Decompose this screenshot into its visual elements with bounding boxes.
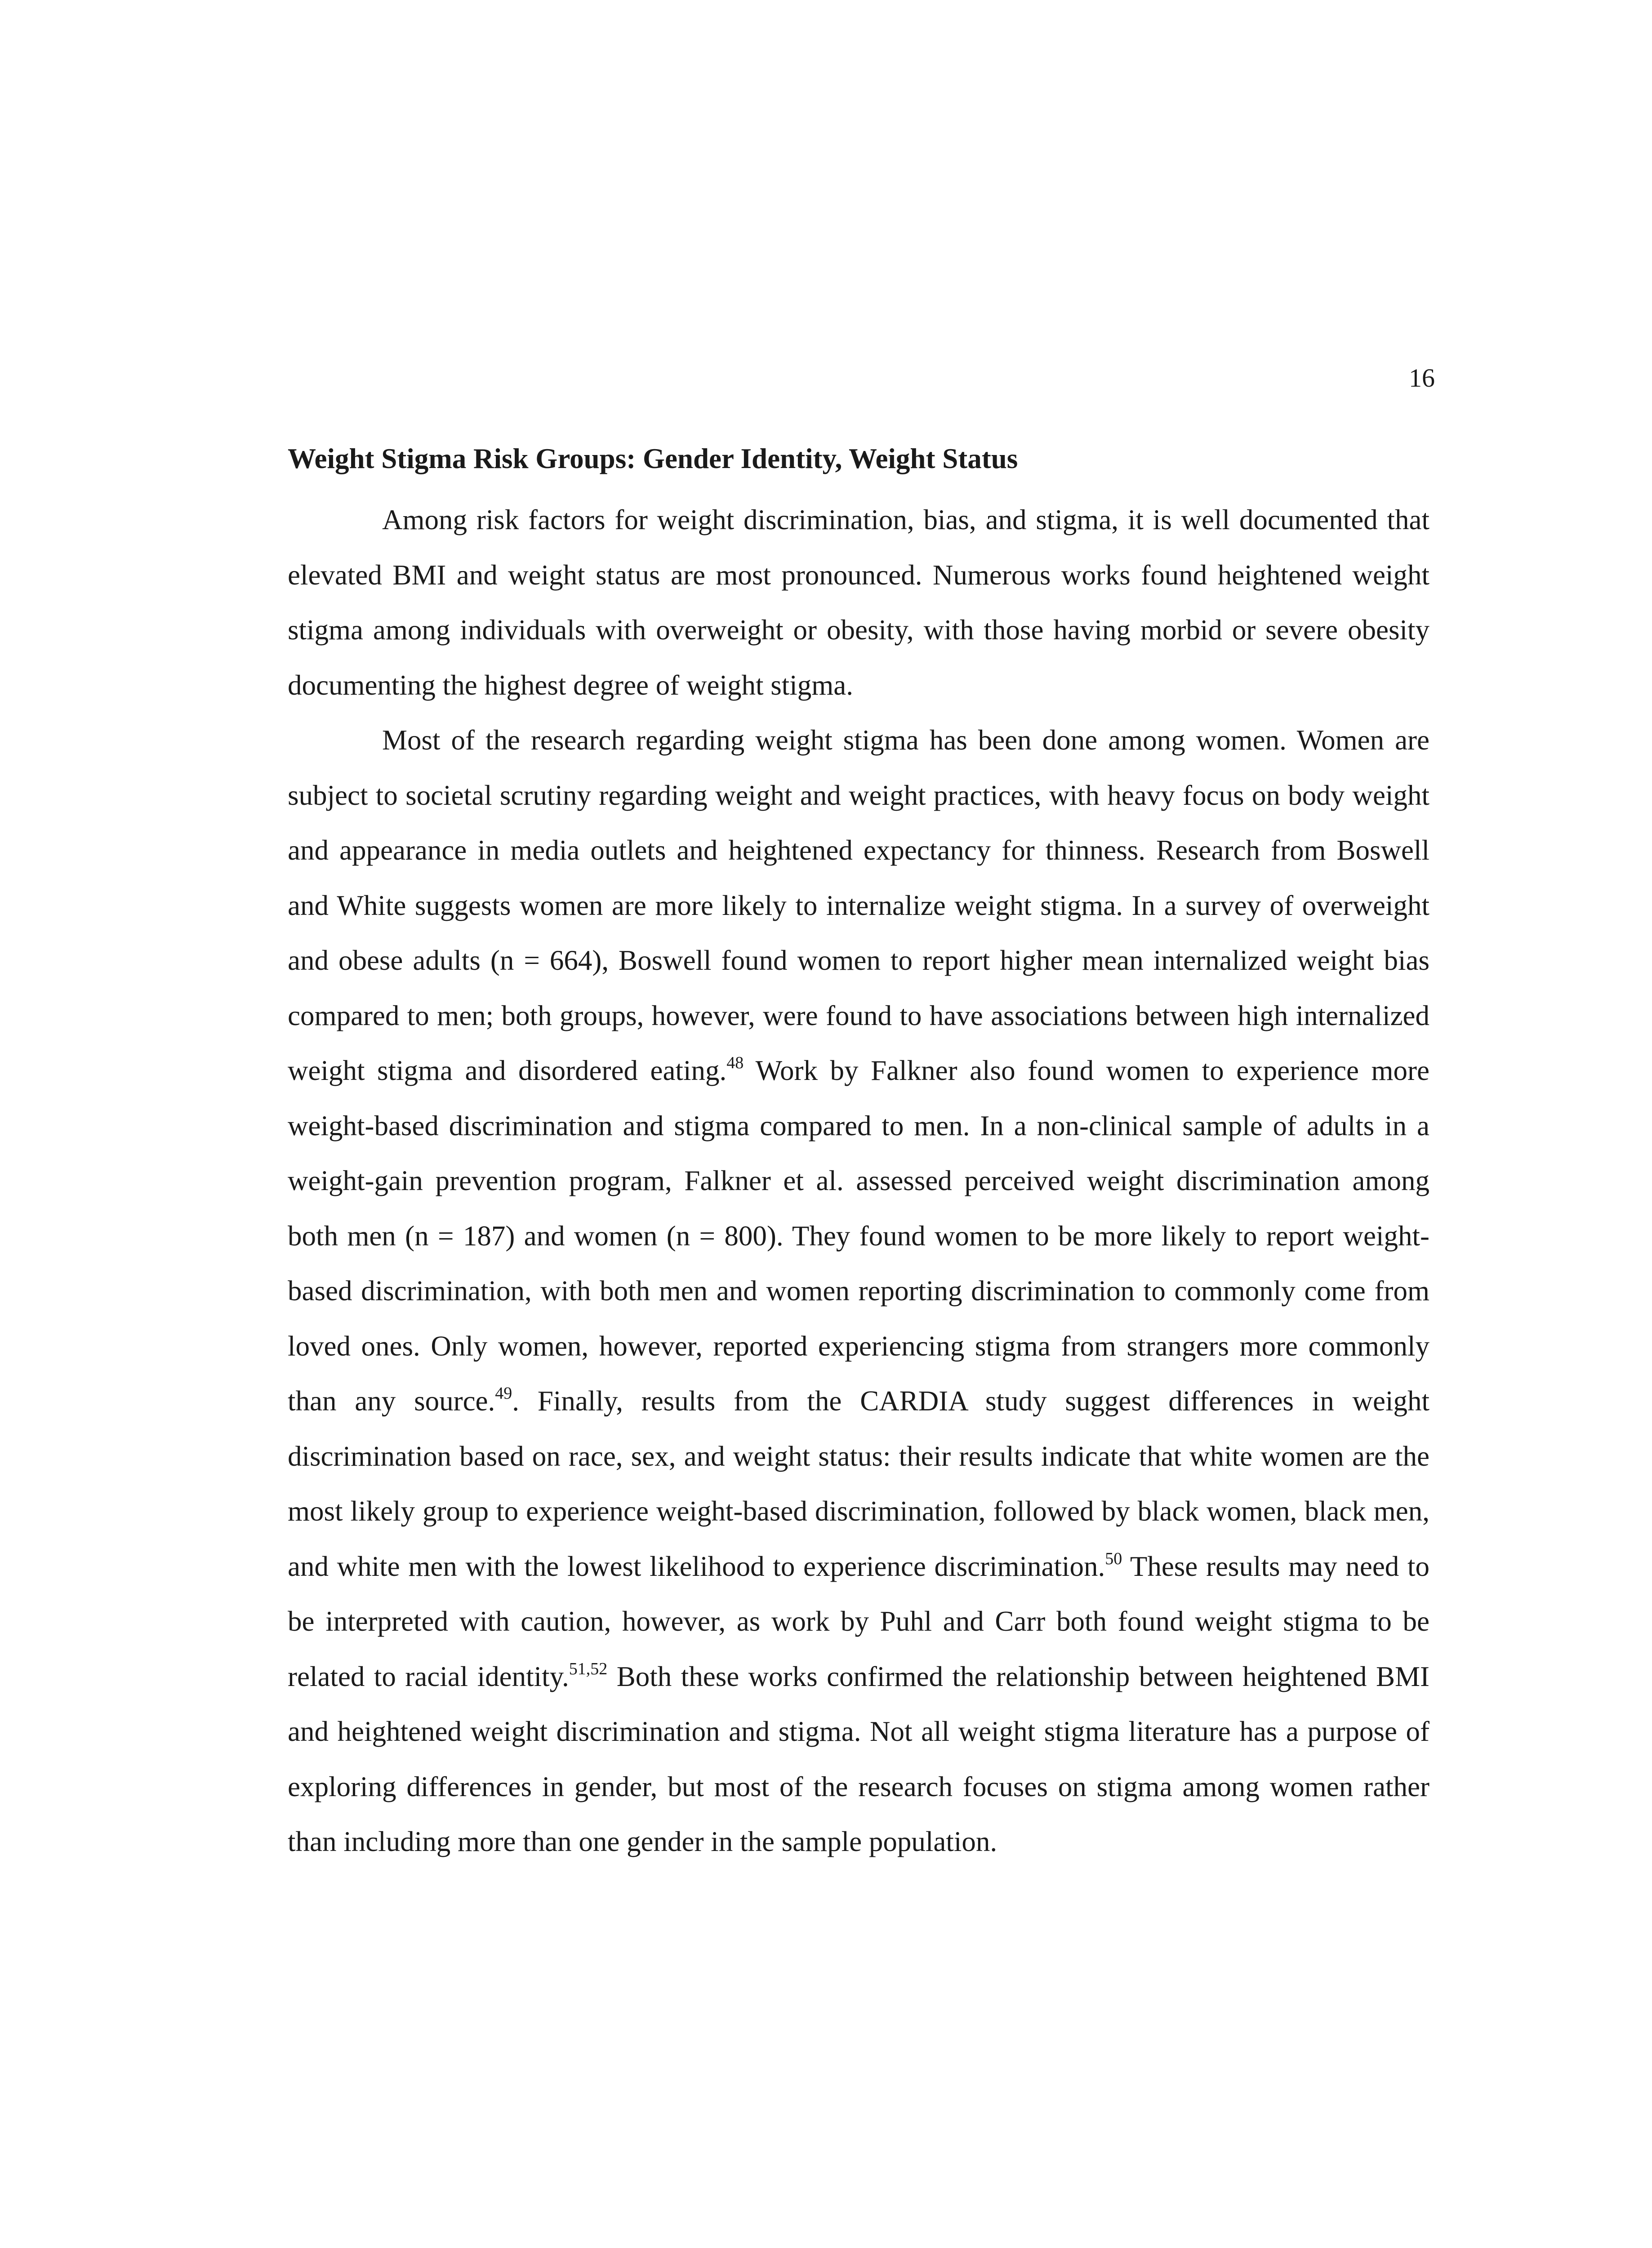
page-number: 16 <box>1409 363 1435 393</box>
citation-reference: 49 <box>495 1384 512 1403</box>
paragraph-text: Both these works confirmed the relationship between heightened BMI and heightened weight discrimination and stigma. Not all weight stigma literature has a purpose of exploring differences in gender, but most of the research focuses on stigma among women rather than including more than one gender in the sample population. <box>288 1660 1429 1857</box>
section-heading: Weight Stigma Risk Groups: Gender Identity, Weight Status <box>288 443 1018 474</box>
citation-reference: 48 <box>726 1053 744 1072</box>
paragraph-risk-factors: Among risk factors for weight discrimination, bias, and stigma, it is well documented that elevated BMI and weight status are most pronounced. Numerous works found heightened weight stigma among individuals with overweight or obesity, with those having morbid or severe obesity documenting the highest degree of weight stigma. <box>288 504 1429 701</box>
paragraph-text: . Finally, results from the CARDIA study suggest differences in weight discrimination based on race, sex, and weight status: their results indicate that white women are the most likely group to experience weight-based discrimination, followed by black women, black men, and white men with the lowest likelihood to experience discrimination. <box>288 1385 1429 1582</box>
citation-reference: 50 <box>1105 1549 1122 1568</box>
paragraph-text: Work by Falkner also found women to experience more weight-based discrimination and stigma compared to men. In a non-clinical sample of adults in a weight-gain prevention program, Falkner et al. assessed perceived weight discrimination among both men (n = 187) and women (n = 800). They found women to be more likely to report weight-based discrimination, with both men and women reporting discrimination to commonly come from loved ones. Only women, however, reported experiencing stigma from strangers more commonly than any source. <box>288 1055 1429 1417</box>
citation-reference: 51,52 <box>569 1659 608 1678</box>
paragraph-text: Most of the research regarding weight stigma has been done among women. Women are subject to societal scrutiny regarding weight and weight practices, with heavy focus on body weight and appearance in media outlets and heightened expectancy for thinness. Research from Boswell and White suggests women are more likely to internalize weight stigma. In a survey of overweight and obese adults (n = 664), Boswell found women to report higher mean internalized weight bias compared to men; both groups, however, were found to have associations between high internalized weight stigma and disordered eating. <box>288 724 1429 1086</box>
paragraph-text: These results may need to be interpreted with caution, however, as work by Puhl and Carr both found weight stigma to be related to racial identity. <box>288 1550 1430 1692</box>
paragraph-gender-differences <box>288 713 1429 1869</box>
document-body <box>288 443 1429 1869</box>
